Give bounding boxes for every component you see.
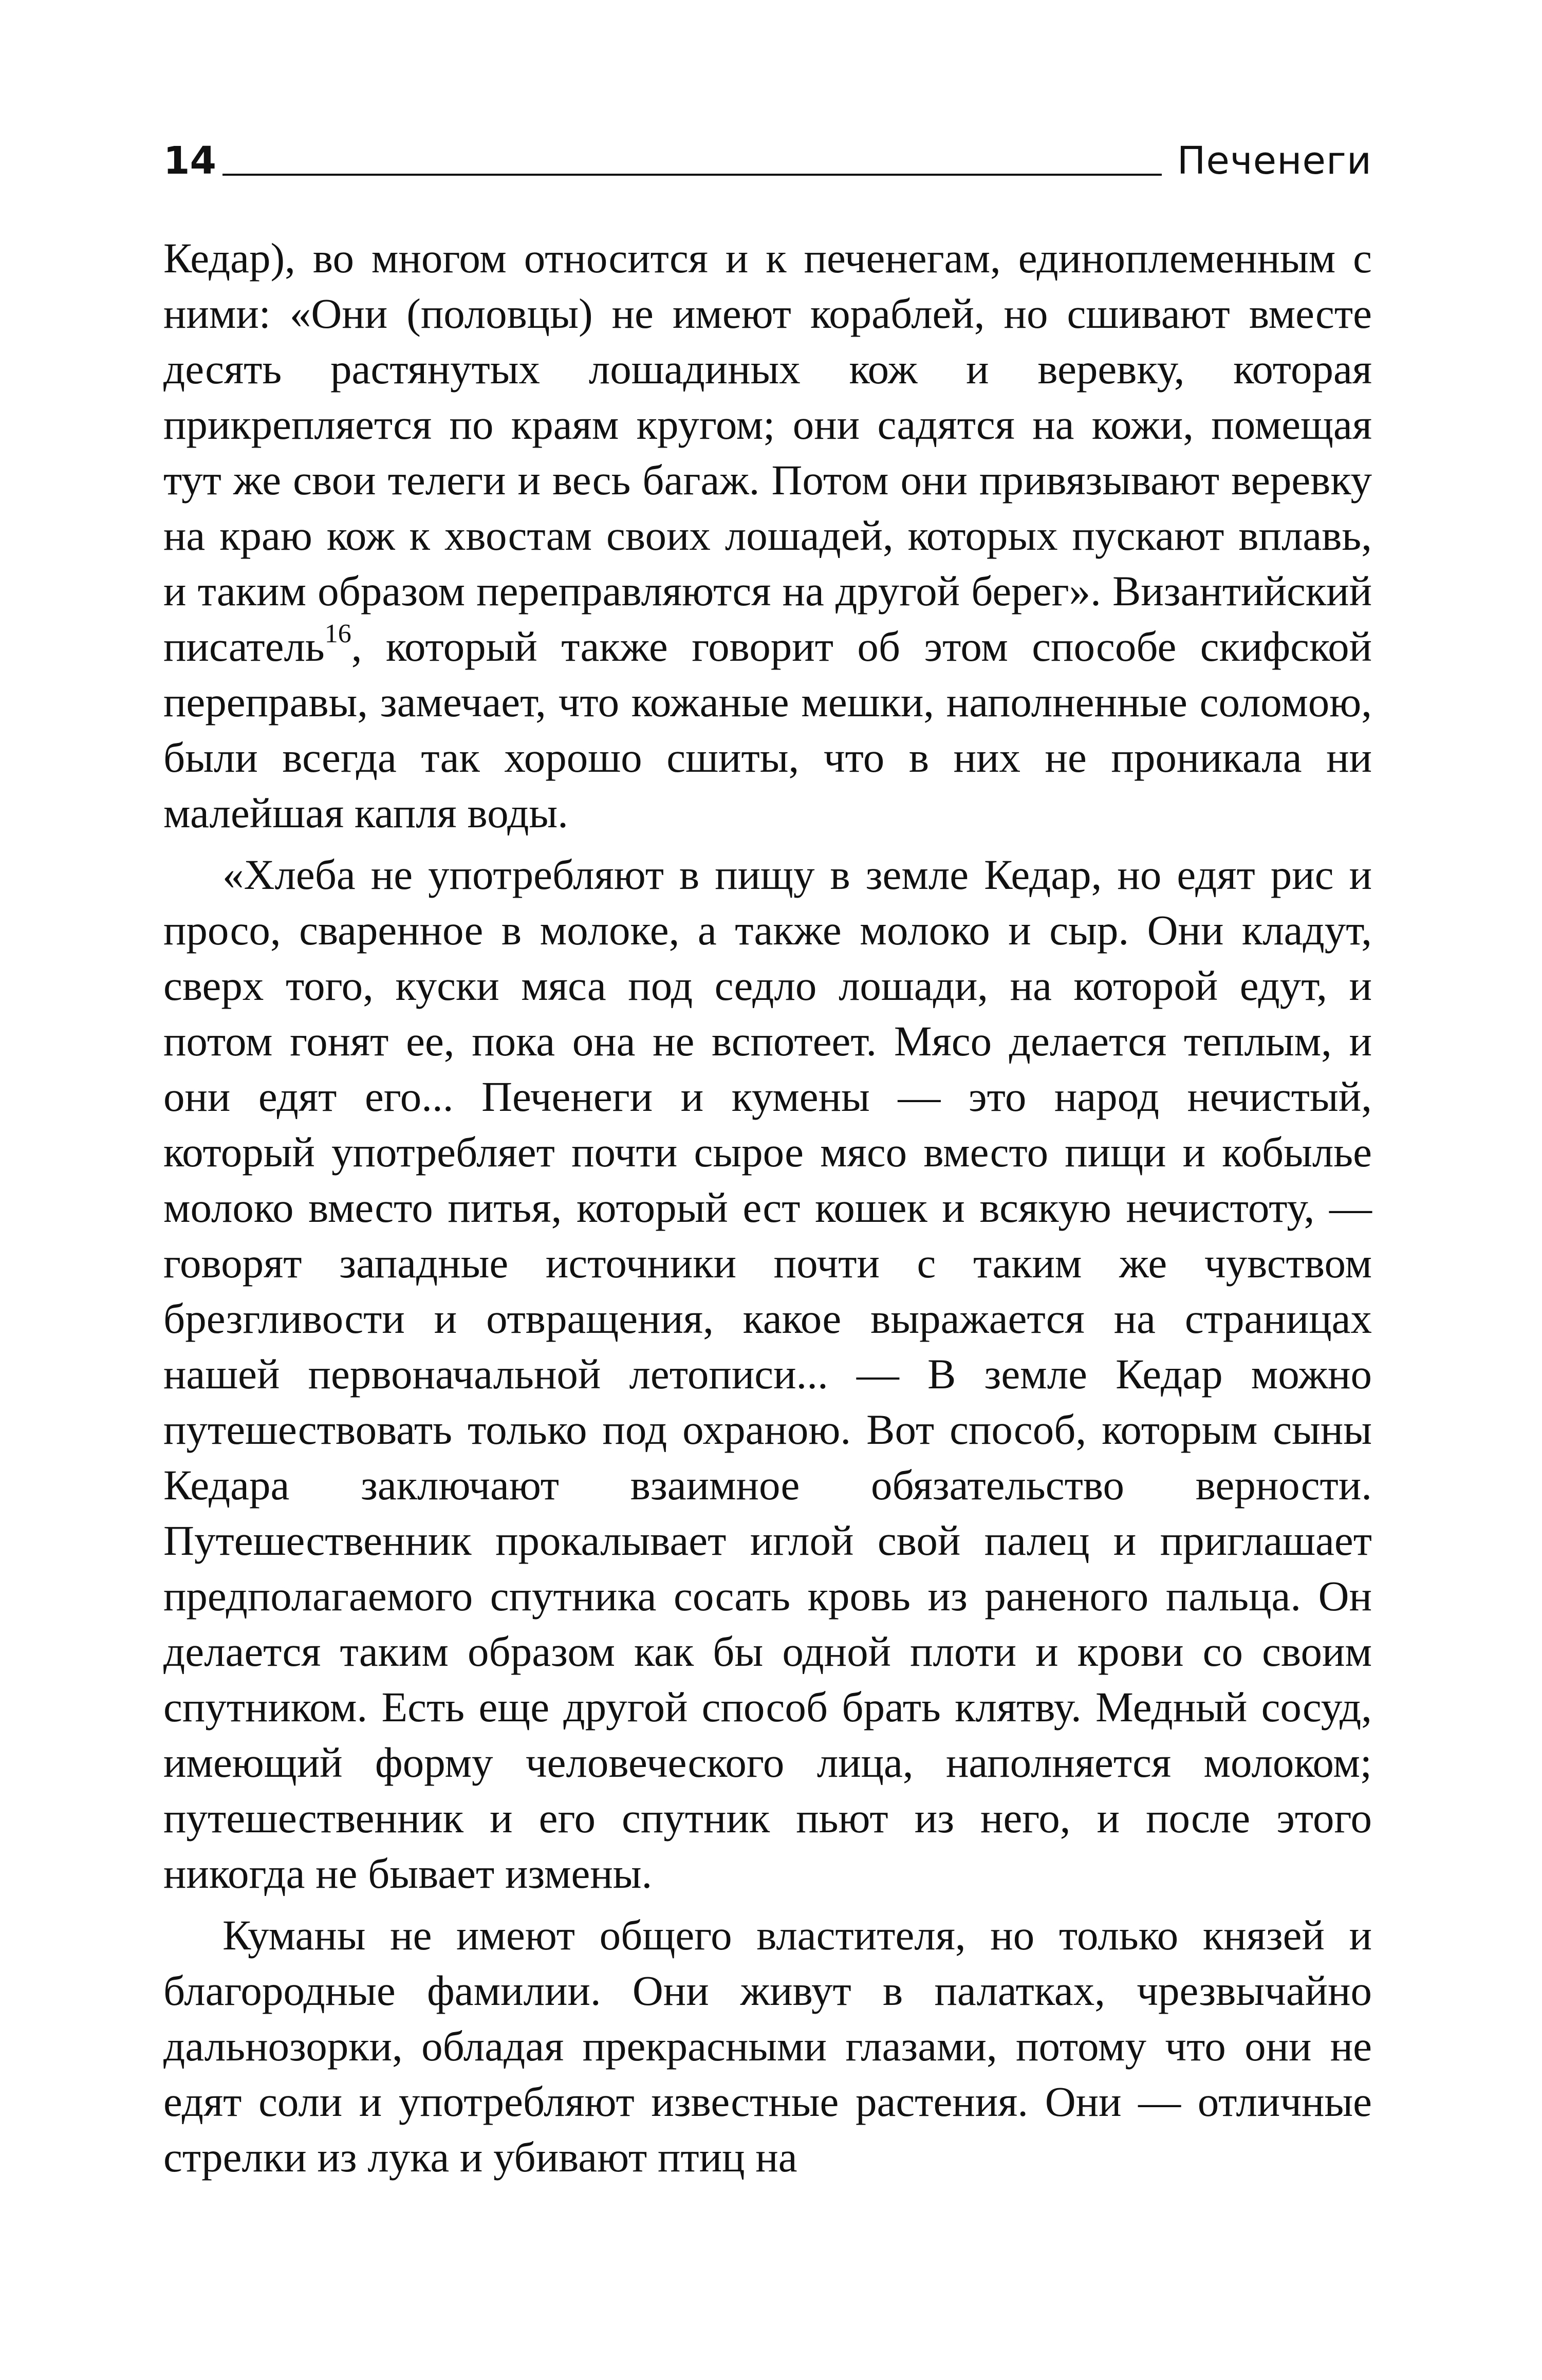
section-title: Печенеги [1177, 139, 1372, 183]
paragraph-1-text-before-note: Кедар), во многом относится и к печенегам, единоплеменным с ними: «Они (половцы) не имеют кораблей, но сшивают вместе десять растянутых лошадиных кож и веревку, которая прикрепляется по краям кругом; они садятся на кожи, помещая тут же свои телеги и весь багаж. Потом они привязывают веревку на краю кож к хвостам своих лошадей, которых пускают вплавь, и таким образом переправляются на другой берег». Византийский писатель [163, 234, 1372, 670]
header-rule [222, 174, 1162, 176]
paragraph-1 [163, 230, 1372, 841]
paragraph-2: «Хлеба не употребляют в пищу в земле Кедар, но едят рис и просо, сваренное в молоке, а также молоко и сыр. Они кладут, сверх того, куски мяса под седло лошади, на которой едут, и потом гонят ее, пока она не вспотеет. Мясо делается теплым, и они едят его... Печенеги и кумены — это народ нечистый, который употребляет почти сырое мясо вместо пищи и кобылье молоко вместо питья, который ест кошек и всякую нечистоту, — говорят западные источники почти с таким же чувством брезгливости и отвращения, какое выражается на страницах нашей первоначальной летописи... — В земле Кедар можно путешествовать только под охраною. Вот способ, которым сыны Кедара заключают взаимное обязательство верности. Путешественник прокалывает иглой свой палец и приглашает предполагаемого спутника сосать кровь из раненого пальца. Он делается таким образом как бы одной плоти и крови со своим спутником. Есть еще другой способ брать клятву. Медный сосуд, имеющий форму человеческого лица, наполняется молоком; путешественник и его спутник пьют из него, и после этого никогда не бывает измены. [163, 851, 1372, 1897]
page-number: 14 [163, 139, 216, 183]
footnote-ref-16: 16 [324, 619, 351, 648]
running-header [163, 123, 1372, 183]
book-page [163, 123, 1372, 2185]
body-text [163, 230, 1372, 2185]
paragraph-3: Куманы не имеют общего властителя, но только князей и благородные фамилии. Они живут в палатках, чрезвычайно дальнозорки, обладая прекрасными глазами, потому что они не едят соли и употребляют известные растения. Они — отличные стрелки из лука и убивают птиц на [163, 1911, 1372, 2181]
paragraph-1-text-after-note: , который также говорит об этом способе скифской переправы, замечает, что кожаные мешки, наполненные соломою, были всегда так хорошо сшиты, что в них не проникала ни малейшая капля воды. [163, 623, 1372, 836]
